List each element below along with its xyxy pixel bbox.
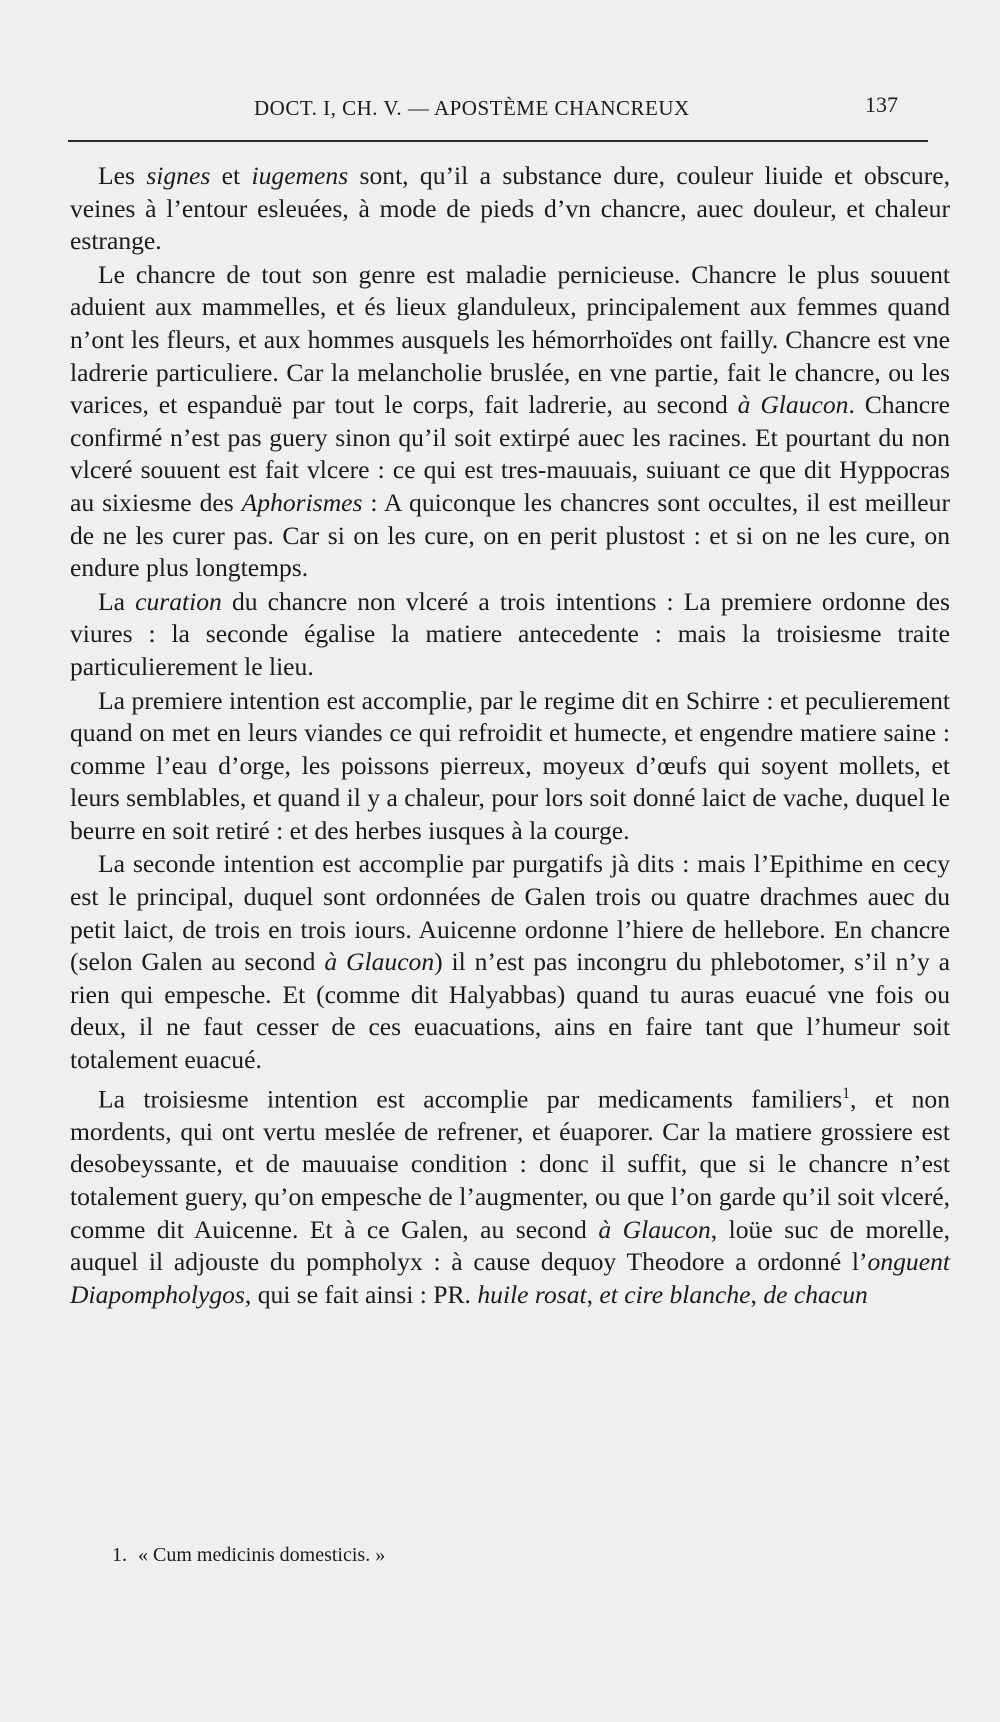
text-run: La seconde intention est accomplie par purgatifs jà dits : mais l’Epithime en cecy est le principal, duquel sont ordonnées de Galen trois ou quatre drachmes auec du petit laict, de trois en trois iours. Auicenne ordonne l’hiere de hellebore. En chancre (selon Galen au second <box>70 849 950 977</box>
text-run: et <box>210 161 252 190</box>
text-run: , et non mordents, qui ont vertu meslée de refrener, et éuaporer. Car la matiere grossiere est desobeyssante, et de mauuaise condition : donc il suffit, que si le chancre n’est totalement guery, qu’on empesche de l’augmenter, ou que l’on garde qu’il soit vlceré, comme dit Auicenne. Et à ce Galen, au second <box>70 1084 950 1244</box>
text-run: : A quiconque les chancres sont occultes, il est meilleur de ne les curer pas. Car si on les cure, on en perit plustost : et si on ne les cure, on endure plus longtemps. <box>70 487 950 583</box>
text-run: , qui se fait ainsi : PR. <box>244 1279 478 1309</box>
italic-text: à Glaucon <box>598 1214 711 1244</box>
italic-text: à Glaucon <box>324 947 435 977</box>
footnote <box>112 1544 932 1567</box>
header-rule <box>68 140 928 142</box>
italic-text: et cire blanche <box>599 1279 751 1309</box>
italic-text: curation <box>135 586 222 616</box>
text-run: du chancre non vlceré a trois intentions : La premiere ordonne des viures : la seconde égalise la matiere antecedente : mais la troisiesme traite particulierement le lieu. <box>70 586 950 681</box>
page-number: 137 <box>865 92 898 117</box>
text-run: ) il n’est pas incongru du phlebotomer, s’il n’y a rien qui empesche. Et (comme dit Halyabbas) quand tu auras euacué vne fois ou deux, il ne faut cesser de ces euacuations, ains en faire tant que l’humeur soit totalement euacué. <box>70 947 951 1075</box>
italic-text: à Glaucon <box>737 390 849 420</box>
footnote-ref: 1 <box>842 1084 850 1102</box>
paragraph <box>70 586 950 684</box>
paragraph <box>70 685 950 848</box>
footnotes <box>112 1544 932 1567</box>
text-run: La premiere intention est accomplie, par le regime dit en Schirre : et peculierement quand on met en leurs viandes ce qui refroidit et humecte, et engendre matiere saine : comme l’eau d’orge, les poissons pierreux, moyeux d’œufs qui soyent mollets, et leurs semblables, et quand il y a chaleur, pour lors soit donné laict de vache, duquel le beurre en soit retiré : et des herbes iusques à la courge. <box>70 685 950 845</box>
text-run: , <box>750 1279 764 1309</box>
text-run: La <box>98 586 136 616</box>
body-text <box>70 160 950 1312</box>
paragraph <box>70 259 950 585</box>
italic-text: iugemens <box>251 161 349 190</box>
italic-text: signes <box>146 161 211 190</box>
running-head <box>68 92 920 132</box>
text-run: Le chancre de tout son genre est maladie pernicieuse. Chancre le plus souuent aduient aux mammelles, et és lieux glanduleux, principalement aux femmes quand n’ont les fleurs, et aux hommes ausquels les hémorrhoïdes ont failly. Chancre est vne ladrerie particuliere. Car la melancholie bruslée, en vne partie, fait le chancre, ou les varices, et espanduë par tout le corps, fait ladrerie, au second <box>70 259 950 420</box>
footnote-text: « Cum medicinis domesticis. » <box>138 1544 386 1566</box>
text-run: , loüe suc de morelle, auquel il adjouste du pompholyx : à cause dequoy Theodore a ordonné l’ <box>70 1214 951 1277</box>
italic-text: de chacun <box>763 1279 868 1309</box>
text-run: . Chancre confirmé n’est pas guery sinon qu’il soit extirpé auec les racines. Et pourtant du non vlceré souuent est fait vlcere : ce qui est tres-mauuais, suiuant ce que dit Hyppocras au sixiesme des <box>70 390 950 517</box>
paragraph <box>70 1078 950 1312</box>
footnote-number: 1. <box>112 1544 127 1566</box>
italic-text: Aphorismes <box>241 487 363 517</box>
text-run: , <box>586 1279 600 1309</box>
text-run: sont, qu’il a substance dure, couleur liuide et obscure, veines à l’entour esleuées, à mode de pieds d’vn chancre, auec douleur, et chaleur estrange. <box>70 161 950 256</box>
italic-text: huile rosat <box>477 1279 587 1309</box>
running-head-title: DOCT. I, CH. V. — APOSTÈME CHANCREUX <box>254 96 690 120</box>
text-run: Les <box>98 161 147 190</box>
paragraph <box>70 848 950 1076</box>
paragraph <box>70 160 950 258</box>
text-run: La troisiesme intention est accomplie par medicaments familiers <box>98 1084 843 1114</box>
italic-text: onguent Diapompholygos <box>70 1247 950 1309</box>
